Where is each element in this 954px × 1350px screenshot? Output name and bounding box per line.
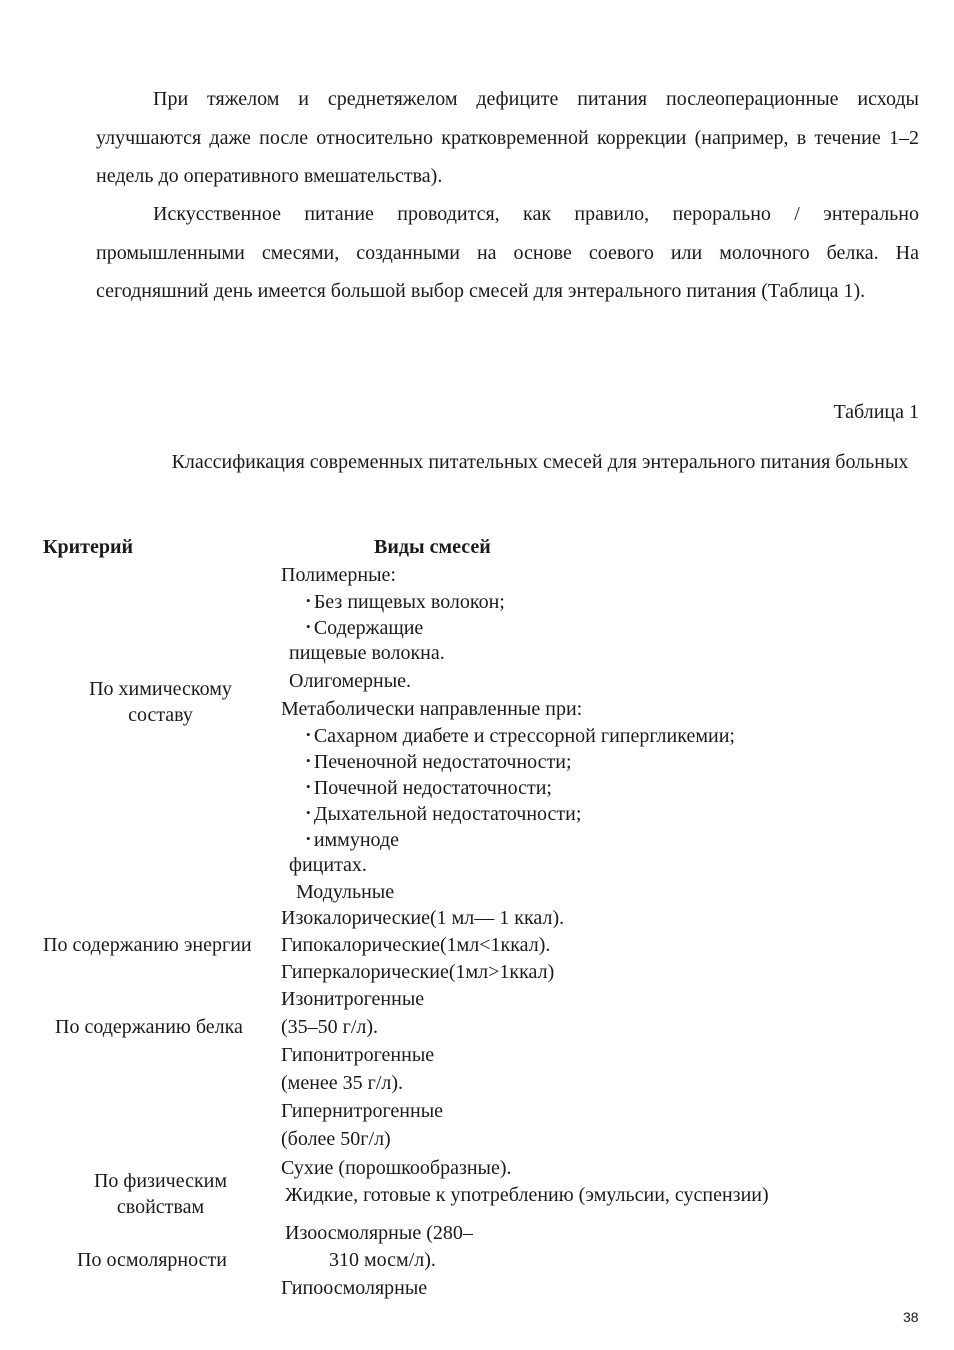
type-item: 310 мосм/л). <box>329 1249 436 1271</box>
type-item: Полимерные: <box>281 564 396 586</box>
type-item: (менее 35 г/л). <box>281 1072 404 1094</box>
criterion-energy: По содержанию энергии <box>43 934 252 956</box>
criterion-chemical-2: составу <box>128 704 193 726</box>
criterion-chemical-1: По химическому <box>89 678 232 700</box>
page-number: 38 <box>903 1309 919 1325</box>
type-item: Гипоосмолярные <box>281 1277 428 1299</box>
criterion-physical-1: По физическим <box>93 1170 228 1192</box>
type-item: Жидкие, готовые к употреблению (эмульсии, суспензии) <box>285 1184 769 1206</box>
type-item: • Печеночной недостаточности; <box>306 749 572 774</box>
paragraph-2: Искусственное питание проводится, как правило, перорально / энтерально промышленными смесями, созданными на основе соевого или молочного белка. На сегодняшний день имеется большой выбор смесей для энтерального питания (Таблица 1). <box>96 203 919 302</box>
header-criterion: Критерий <box>43 536 134 558</box>
type-item: Сухие (порошкообразные). <box>281 1157 512 1179</box>
type-item: Гиперкалорические(1мл>1ккал) <box>281 961 555 983</box>
table-caption: Классификация современных питательных смесей для энтерального питания больных <box>171 451 909 473</box>
type-item: Гипокалорические(1мл<1ккал). <box>281 934 551 956</box>
type-item: • иммуноде <box>306 827 399 852</box>
type-item: Гипонитрогенные <box>281 1044 435 1066</box>
type-item: • Без пищевых волокон; <box>306 589 505 614</box>
table-number: Таблица 1 <box>833 401 919 423</box>
type-item: • Дыхательной недостаточности; <box>306 801 581 826</box>
type-item: Олигомерные. <box>289 670 412 692</box>
type-item: Метаболически направленные при: <box>281 698 583 720</box>
criterion-protein: По содержанию белка <box>55 1016 243 1038</box>
type-item: фицитах. <box>289 854 367 876</box>
header-types: Виды смесей <box>374 536 491 558</box>
paragraph-1: При тяжелом и среднетяжелом дефиците питания послеоперационные исходы улучшаются даже после относительно кратковременной коррекции (например, в течение 1–2 недель до оперативного вмешательства). <box>96 88 919 187</box>
type-item: (35–50 г/л). <box>281 1016 379 1038</box>
type-item: (более 50г/л) <box>281 1128 391 1150</box>
type-item: Изоосмолярные (280– <box>285 1222 473 1244</box>
type-item: • Сахарном диабете и стрессорной гипергликемии; <box>306 723 735 748</box>
type-item: • Почечной недостаточности; <box>306 775 552 800</box>
type-item: пищевые волокна. <box>289 642 445 664</box>
type-item: • Содержащие <box>306 615 423 640</box>
type-item: Гипернитрогенные <box>281 1100 444 1122</box>
type-item: Изонитрогенные <box>281 988 425 1010</box>
type-item: Изокалорические(1 мл— 1 ккал). <box>281 907 565 929</box>
criterion-physical-2: свойствам <box>116 1196 205 1218</box>
criterion-osmolarity: По осмолярности <box>77 1249 227 1271</box>
type-item: Модульные <box>296 881 395 903</box>
